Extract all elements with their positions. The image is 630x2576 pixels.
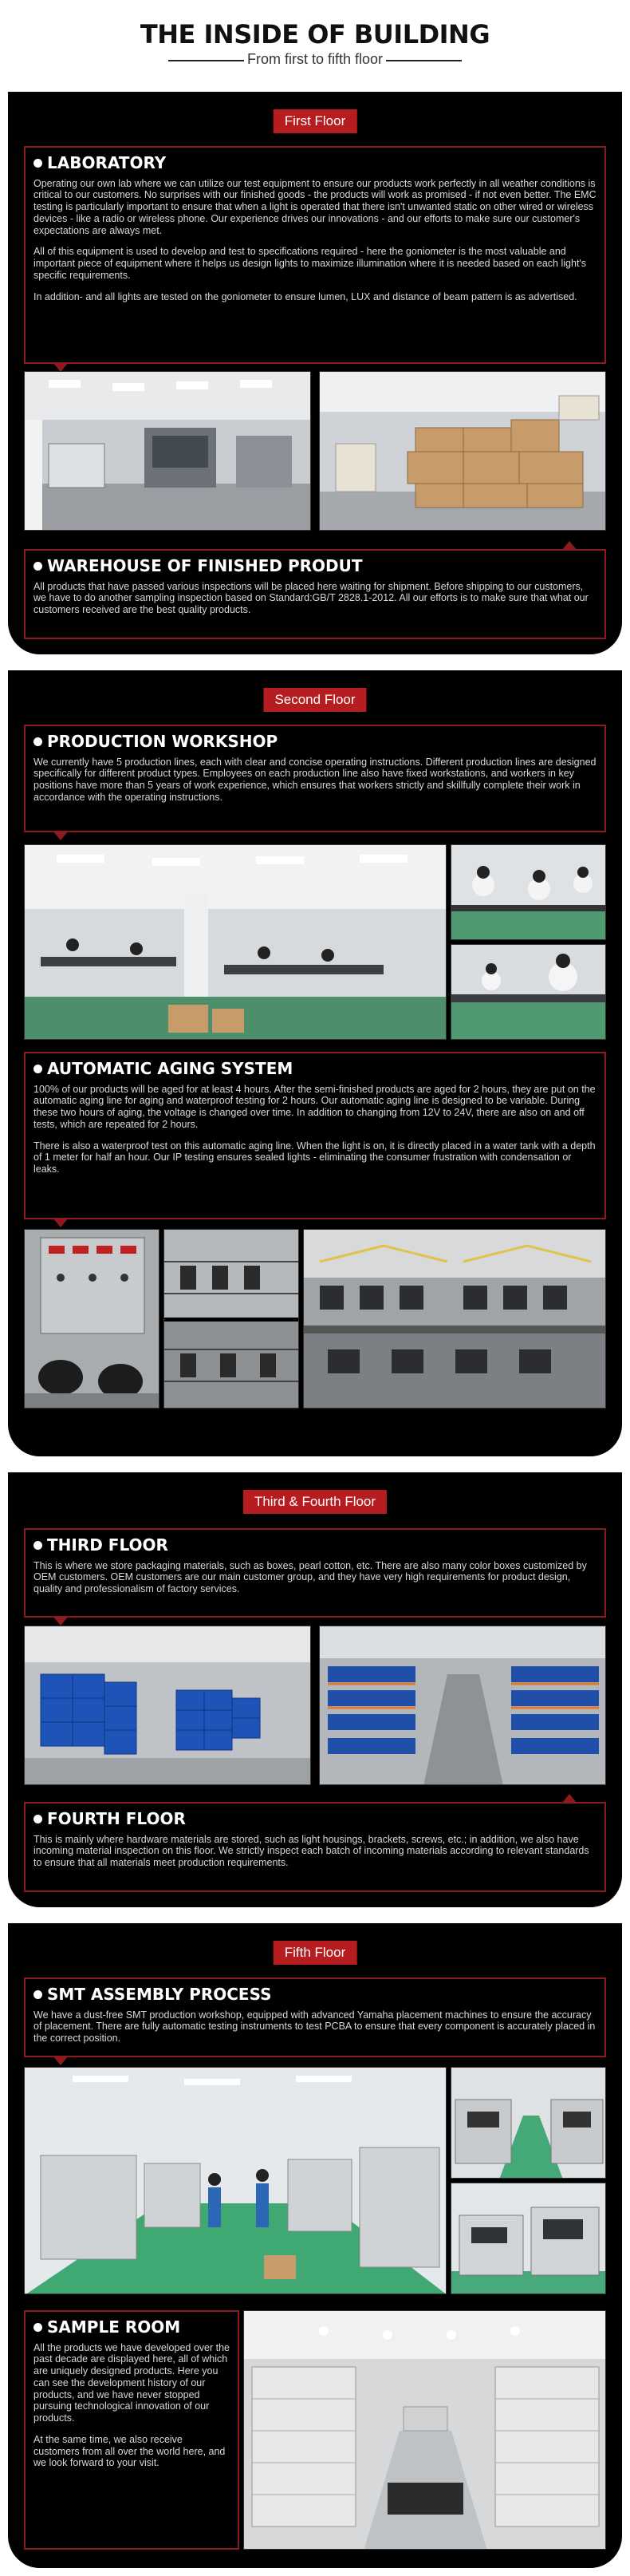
fifth-floor-section bbox=[8, 1923, 622, 2568]
section-top-curve bbox=[8, 77, 622, 109]
shelving-photo bbox=[319, 1626, 606, 1785]
block-title: SAMPLE ROOM bbox=[33, 2318, 230, 2337]
packaging-storage-photo bbox=[24, 1626, 311, 1785]
block-text: 100% of our products will be aged for at least 4 hours. After the semi-finished products are aged for 2 hours, they are put on the automatic aging line for aging and waterproof testing for 2 hours. Our automatic aging line is designed to be variable. During these two hours of aging, the voltage is changed over time. In addition to changing from 12V to 24V, there are also on and off tests, which are repeated for 2 hours. bbox=[33, 1083, 596, 1130]
production-workshop-box bbox=[24, 725, 606, 832]
bullet-icon bbox=[33, 1990, 42, 1999]
page-title: THE INSIDE OF BUILDING bbox=[140, 19, 490, 49]
block-text: All the products we have developed over the past decade are displayed here, all of which are uniquely designed products. Here you can see the development history of our products, and we have never stopped pursuing technological innovation of our products. bbox=[33, 2341, 230, 2424]
second-floor-section bbox=[8, 670, 622, 1456]
aging-control-panel-photo bbox=[24, 1229, 159, 1409]
block-title: PRODUCTION WORKSHOP bbox=[33, 733, 597, 752]
floor-tag: First Floor bbox=[274, 109, 357, 133]
fourth-floor-box bbox=[24, 1802, 606, 1892]
bullet-icon bbox=[33, 737, 42, 746]
block-text: We currently have 5 production lines, each with clear and concise operating instructions. Different production lines are designed specifically for different product types. Employees on each production line also have fixed workstations, and workers in key positions have more than 5 years of work experience, which ensures that workers strictly and skillfully complete their work in accordance with the operating instructions. bbox=[33, 756, 597, 803]
block-title: SMT ASSEMBLY PROCESS bbox=[33, 1985, 597, 2005]
floor-tag: Fifth Floor bbox=[274, 1941, 357, 1965]
block-text: Operating our own lab where we can utilize our test equipment to ensure our products work perfectly in all weather conditions is critical to our customers. No surprises with our finished goods - the products will work as promised - if not even better. The EMC testing is particularly important to ensure that when a light is operated that there isn't unwanted static on other wired or wireless devices - like a radio or wireless phone. Our experience drives our innovations - and our efforts to make sure our customer's expectations are always met. bbox=[33, 177, 597, 236]
smt-assembly-box bbox=[24, 1977, 606, 2057]
block-text: There is also a waterproof test on this automatic aging line. When the light is on, it is directly placed in a water tank with a depth of 1 meter for half an hour. Our IP testing ensures sealed lights - eliminating the consumer frustration with condensation or leaks. bbox=[33, 1140, 596, 1175]
block-title: AUTOMATIC AGING SYSTEM bbox=[33, 1060, 597, 1079]
warehouse-box bbox=[24, 549, 606, 639]
bullet-icon bbox=[33, 1815, 42, 1823]
production-line-photo bbox=[24, 844, 447, 1040]
page-header bbox=[0, 0, 630, 76]
first-floor-section bbox=[8, 92, 622, 654]
block-title: THIRD FLOOR bbox=[33, 1536, 597, 1555]
warehouse-photo bbox=[319, 371, 606, 531]
block-text: We have a dust-free SMT production workshop, equipped with advanced Yamaha placement machines to ensure the accuracy of placement. There are fully automatic testing instruments to test PCBA to ensure that every component is accurately placed in the correct position. bbox=[33, 2009, 596, 2045]
floor-tag: Second Floor bbox=[263, 688, 366, 712]
block-text: All of this equipment is used to develop and test to specifications required - here the goniometer is the most valuable and important piece of equipment where it helps us design lights to maximize illumination where it is needed based on each light's specific requirements. bbox=[33, 246, 587, 281]
aging-racks-photo bbox=[163, 1229, 299, 1409]
aging-line-photo bbox=[303, 1229, 606, 1409]
block-text: At the same time, we also receive customers from all over the world here, and we look forward to your visit. bbox=[33, 2433, 226, 2469]
section-top-curve bbox=[8, 1909, 622, 1941]
smt-machines-photo bbox=[451, 2067, 606, 2179]
section-top-curve bbox=[8, 656, 622, 688]
sample-room-box bbox=[24, 2310, 239, 2550]
smt-workshop-photo bbox=[24, 2067, 447, 2294]
block-title: WAREHOUSE OF FINISHED PRODUT bbox=[33, 557, 597, 576]
sample-room-photo bbox=[243, 2310, 606, 2550]
page-subtitle: From first to fifth floor bbox=[246, 51, 384, 67]
third-floor-box bbox=[24, 1528, 606, 1618]
laboratory-box bbox=[24, 146, 606, 364]
bullet-icon bbox=[33, 562, 42, 571]
workers-photo bbox=[451, 844, 606, 940]
smt-testing-photo bbox=[451, 2183, 606, 2294]
laboratory-photo bbox=[24, 371, 311, 531]
bullet-icon bbox=[33, 1065, 42, 1073]
bullet-icon bbox=[33, 159, 42, 168]
floor-tag: Third & Fourth Floor bbox=[243, 1490, 387, 1514]
block-text: In addition- and all lights are tested on the goniometer to ensure lumen, LUX and distance of beam pattern is as advertised. bbox=[33, 290, 577, 302]
block-text: This is where we store packaging materials, such as boxes, pearl cotton, etc. There are also many color boxes customized by OEM customers. OEM customers are our main customer group, and they have very high requirements for product design, quality and professionalism of factory services. bbox=[33, 1559, 587, 1595]
third-fourth-floor-section bbox=[8, 1472, 622, 1907]
workstation-photo bbox=[451, 944, 606, 1040]
section-top-curve bbox=[8, 1458, 622, 1490]
bullet-icon bbox=[33, 1541, 42, 1550]
block-title: FOURTH FLOOR bbox=[33, 1810, 597, 1829]
bullet-icon bbox=[33, 2323, 42, 2332]
block-text: This is mainly where hardware materials are stored, such as light housings, brackets, screws, etc.; in addition, we also have incoming material inspection on this floor. We strictly inspect each batch of incoming materials according to relevant standards to ensure that all materials meet production requirements. bbox=[33, 1833, 589, 1869]
automatic-aging-box bbox=[24, 1052, 606, 1219]
block-text: All products that have passed various inspections will be placed here waiting for shipment. Before shipping to our customers, we have to do another sampling inspection based on Standard:GB/T 2828.1-2012. All our efforts is to make sure that what our customers received are the best quality products. bbox=[33, 580, 589, 616]
block-title: LABORATORY bbox=[33, 154, 597, 173]
